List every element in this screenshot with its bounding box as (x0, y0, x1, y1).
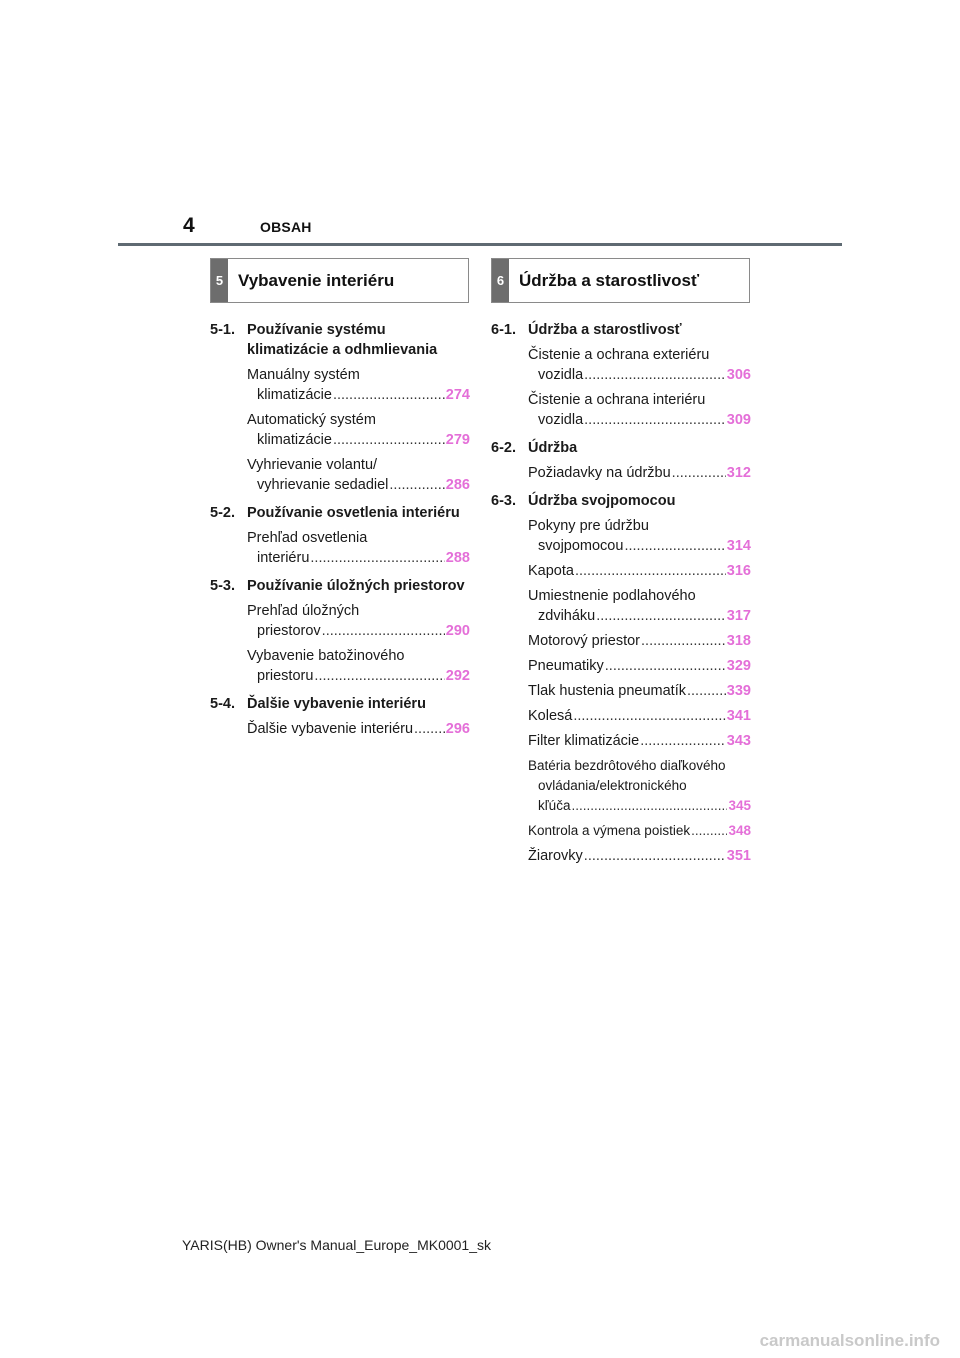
entry-last-line (247, 666, 470, 686)
entry-last-line (528, 706, 751, 726)
entry-label-line: Vybavenie batožinového (247, 648, 405, 664)
chapter-number: 6-3. (491, 493, 516, 509)
entry-last-line (528, 561, 751, 581)
entry-label: Kapota (528, 563, 574, 579)
watermark: carmanualsonline.info (759, 1331, 940, 1350)
toc-chapter (210, 503, 470, 523)
page-link[interactable]: 318 (726, 633, 751, 649)
toc-entry[interactable] (528, 631, 751, 651)
toc-entry[interactable] (528, 561, 751, 581)
page-link[interactable]: 341 (726, 708, 751, 724)
chapter-title: Používanie úložných priestorov (247, 578, 465, 594)
chapter-title: Ďalšie vybavenie interiéru (247, 696, 426, 712)
toc-entry[interactable] (247, 365, 470, 405)
entry-last-line (528, 410, 751, 430)
toc-entry[interactable] (528, 463, 751, 483)
entry-label-line: Batéria bezdrôtového diaľkového (528, 758, 726, 773)
dot-leader (575, 561, 726, 581)
toc-entry[interactable] (247, 410, 470, 450)
section-header-6 (491, 258, 750, 303)
page-link[interactable]: 290 (445, 623, 470, 639)
page-link[interactable]: 279 (445, 432, 470, 448)
entry-label-line: Umiestnenie podlahového (528, 588, 696, 604)
entry-label-line: Automatický systém (247, 412, 376, 428)
entry-label-line: Pokyny pre údržbu (528, 518, 649, 534)
dot-leader (333, 385, 445, 405)
toc-entry[interactable] (247, 646, 470, 686)
toc-chapter (491, 320, 751, 340)
entry-last-line (528, 796, 751, 816)
section-header-5 (210, 258, 469, 303)
entry-last-line (247, 621, 470, 641)
chapter-number: 6-2. (491, 440, 516, 456)
entry-label-line: Prehľad úložných (247, 603, 360, 619)
entry-label: Tlak hustenia pneumatík (528, 683, 686, 699)
dot-leader (322, 621, 445, 641)
dot-leader (640, 731, 726, 751)
dot-leader (571, 796, 727, 816)
entry-label: svojpomocou (538, 538, 624, 554)
entry-last-line (528, 631, 751, 651)
entry-label-line: Čistenie a ochrana interiéru (528, 392, 706, 408)
dot-leader (641, 631, 726, 651)
page-link[interactable]: 345 (728, 798, 751, 813)
page-link[interactable]: 348 (728, 823, 751, 838)
entry-last-line (528, 606, 751, 626)
entry-label-line: Vyhrievanie volantu/ (247, 457, 378, 473)
entry-label: Kontrola a výmena poistiek (528, 823, 691, 838)
toc-chapter (210, 320, 470, 360)
entry-last-line (528, 463, 751, 483)
footer-text: YARIS(HB) Owner's Manual_Europe_MK0001_sk (182, 1237, 491, 1253)
chapter-title: Používanie osvetlenia interiéru (247, 505, 460, 521)
chapter-title: Údržba a starostlivosť (528, 322, 682, 338)
toc-entry[interactable] (528, 731, 751, 751)
page-link[interactable]: 343 (726, 733, 751, 749)
chapter-number: 6-1. (491, 322, 516, 338)
entry-last-line (528, 846, 751, 866)
dot-leader (672, 463, 726, 483)
entry-last-line (528, 681, 751, 701)
entry-label: zdviháku (538, 608, 596, 624)
toc-entry[interactable] (528, 516, 751, 556)
page-link[interactable]: 274 (445, 387, 470, 403)
toc-column-5 (210, 320, 470, 744)
chapter-number: 5-1. (210, 322, 235, 338)
header-rule (118, 243, 842, 246)
page-link[interactable]: 292 (445, 668, 470, 684)
entry-label: klimatizácie (257, 432, 332, 448)
toc-entry[interactable] (528, 681, 751, 701)
chapter-number: 5-2. (210, 505, 235, 521)
dot-leader (691, 821, 727, 841)
toc-entry[interactable] (528, 345, 751, 385)
entry-last-line (247, 430, 470, 450)
dot-leader (584, 365, 726, 385)
toc-chapter (491, 438, 751, 458)
page-link[interactable]: 314 (726, 538, 751, 554)
page-link[interactable]: 296 (445, 721, 470, 737)
entry-last-line (528, 821, 751, 841)
dot-leader (687, 681, 726, 701)
entry-label: vozidla (538, 412, 584, 428)
section-title: Údržba a starostlivosť (519, 270, 700, 290)
toc-entry[interactable] (247, 719, 470, 739)
dot-leader (414, 719, 445, 739)
entry-last-line (528, 656, 751, 676)
toc-entry[interactable] (528, 846, 751, 866)
entry-label: priestoru (257, 668, 314, 684)
toc-chapter (491, 491, 751, 511)
page-link[interactable]: 339 (726, 683, 751, 699)
entry-label: Ďalšie vybavenie interiéru (247, 721, 414, 737)
entry-last-line (247, 719, 470, 739)
chapter-title: Údržba (528, 440, 578, 456)
dot-leader (624, 536, 725, 556)
dot-leader (310, 548, 444, 568)
toc-entry[interactable] (528, 706, 751, 726)
dot-leader (333, 430, 445, 450)
entry-last-line (528, 731, 751, 751)
entry-label: Požiadavky na údržbu (528, 465, 671, 481)
dot-leader (584, 410, 726, 430)
toc-entry[interactable] (528, 756, 751, 816)
chapter-number: 5-3. (210, 578, 235, 594)
dot-leader (389, 475, 444, 495)
page-link[interactable]: 312 (726, 465, 751, 481)
toc-entry[interactable] (528, 656, 751, 676)
entry-label: Kolesá (528, 708, 573, 724)
chapter-title: Používanie systému klimatizácie a odhmlievania (247, 322, 438, 358)
entry-last-line (247, 385, 470, 405)
entry-label: Motorový priestor (528, 633, 641, 649)
toc-entry[interactable] (528, 821, 751, 841)
entry-label: Žiarovky (528, 848, 583, 864)
page-link[interactable]: 329 (726, 658, 751, 674)
page-link[interactable]: 306 (726, 367, 751, 383)
section-number: 5 (211, 259, 228, 302)
dot-leader (596, 606, 726, 626)
section-title: Vybavenie interiéru (238, 270, 395, 290)
entry-label: priestorov (257, 623, 321, 639)
dot-leader (573, 706, 725, 726)
entry-label-line: Čistenie a ochrana exteriéru (528, 347, 710, 363)
page-link[interactable]: 317 (726, 608, 751, 624)
dot-leader (314, 666, 444, 686)
page-link[interactable]: 351 (726, 848, 751, 864)
entry-label-line: Manuálny systém (247, 367, 360, 383)
entry-label-line: ovládania/elektronického (538, 778, 687, 793)
toc-entry[interactable] (247, 528, 470, 568)
chapter-title: Údržba svojpomocou (528, 493, 676, 509)
toc-entry[interactable] (528, 586, 751, 626)
page-link[interactable]: 286 (445, 477, 470, 493)
dot-leader (584, 846, 726, 866)
entry-last-line (528, 365, 751, 385)
entry-last-line (247, 548, 470, 568)
entry-last-line (247, 475, 470, 495)
toc-chapter (210, 576, 470, 596)
page-number: 4 (183, 214, 195, 237)
page-link[interactable]: 309 (726, 412, 751, 428)
toc-entry[interactable] (528, 390, 751, 430)
entry-label: Filter klimatizácie (528, 733, 640, 749)
entry-label: vyhrievanie sedadiel (257, 477, 389, 493)
entry-label: klimatizácie (257, 387, 332, 403)
page-link[interactable]: 316 (726, 563, 751, 579)
entry-label-line: Prehľad osvetlenia (247, 530, 368, 546)
toc-entry[interactable] (247, 455, 470, 495)
entry-label: interiéru (257, 550, 310, 566)
chapter-number: 5-4. (210, 696, 235, 712)
entry-label: Pneumatiky (528, 658, 604, 674)
toc-column-6 (491, 320, 751, 871)
page-title: OBSAH (260, 219, 312, 235)
page-link[interactable]: 288 (445, 550, 470, 566)
entry-label: kľúča (538, 798, 571, 813)
dot-leader (605, 656, 726, 676)
entry-last-line (528, 536, 751, 556)
entry-label: vozidla (538, 367, 584, 383)
toc-chapter (210, 694, 470, 714)
section-number: 6 (492, 259, 509, 302)
toc-entry[interactable] (247, 601, 470, 641)
